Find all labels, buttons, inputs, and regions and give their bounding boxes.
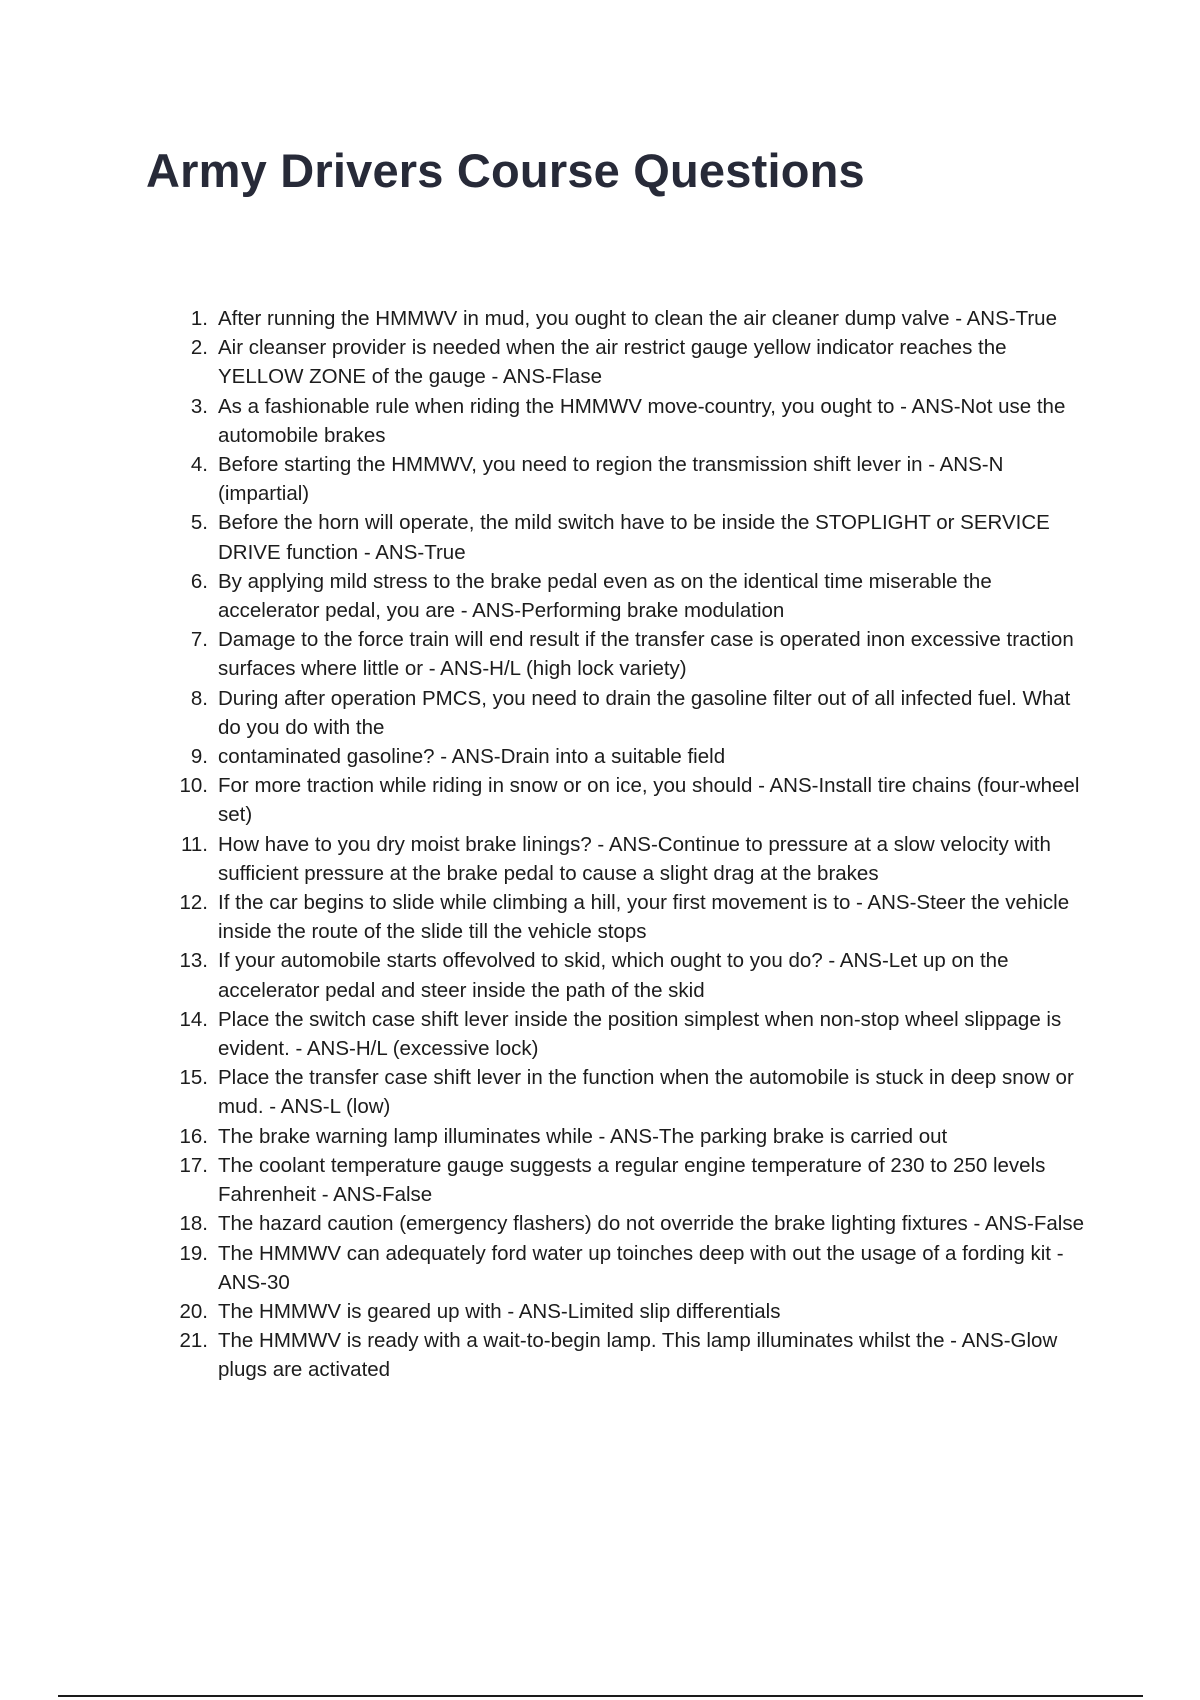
question-text: For more traction while riding in snow or on ice, you should - ANS-Install tire chains (four-wheel set) [218, 774, 1080, 827]
question-text: The hazard caution (emergency flashers) do not override the brake lighting fixtures - ANS-False [218, 1212, 1084, 1236]
footer-divider [58, 1695, 1143, 1697]
list-item [178, 1297, 1093, 1326]
question-number: 1. [190, 307, 208, 330]
question-text: Air cleanser provider is needed when the air restrict gauge yellow indicator reaches the YELLOW ZONE of the gauge - ANS-Flase [218, 336, 1007, 389]
question-number: 15. [179, 1066, 208, 1090]
question-text: The HMMWV is geared up with - ANS-Limited slip differentials [218, 1299, 781, 1323]
question-number: 9. [190, 745, 208, 769]
question-text: If the car begins to slide while climbing a hill, your first movement is to - ANS-Steer the vehicle inside the route of the slide till the vehicle stops [218, 891, 1070, 944]
list-item [178, 625, 1093, 683]
question-number: 20. [179, 1299, 208, 1323]
question-number: 17. [179, 1153, 208, 1177]
list-item [178, 392, 1093, 450]
list-item [178, 567, 1093, 625]
list-item [178, 742, 1093, 771]
question-text: During after operation PMCS, you need to drain the gasoline filter out of all infected fuel. What do you do with the [218, 686, 1071, 739]
question-text: The HMMWV is ready with a wait-to-begin lamp. This lamp illuminates whilst the - ANS-Glow plugs are activated [218, 1329, 1058, 1382]
question-text: The HMMWV can adequately ford water up toinches deep with out the usage of a fording kit - ANS-30 [218, 1241, 1064, 1294]
question-number: 7. [190, 628, 208, 652]
question-number: 12. [179, 891, 208, 915]
question-number: 18. [179, 1212, 208, 1236]
question-number: 11. [181, 832, 208, 856]
list-item [178, 1005, 1093, 1063]
list-item [178, 333, 1093, 391]
question-number: 14. [179, 1007, 208, 1031]
question-list [178, 304, 1093, 1385]
list-item [178, 684, 1093, 742]
list-item [178, 304, 1093, 333]
question-number: 4. [190, 453, 208, 477]
question-number: 2. [190, 336, 208, 360]
list-item [178, 1326, 1093, 1384]
list-item [178, 1063, 1093, 1121]
question-number: 19. [179, 1241, 208, 1265]
list-item [178, 508, 1093, 566]
list-item [178, 450, 1093, 508]
list-item [178, 1209, 1093, 1238]
question-number: 10. [179, 774, 208, 798]
question-text: Damage to the force train will end result if the transfer case is operated inon excessive traction surfaces where little or - ANS-H/L (high lock variety) [218, 628, 1074, 681]
list-item [178, 888, 1093, 946]
question-number: 8. [190, 686, 208, 710]
question-number: 3. [190, 394, 208, 418]
question-number: 5. [190, 511, 208, 535]
page-title: Army Drivers Course Questions [146, 144, 865, 197]
list-item [178, 771, 1093, 829]
question-number: 13. [179, 949, 208, 973]
question-text: The coolant temperature gauge suggests a regular engine temperature of 230 to 250 levels Fahrenheit - ANS-False [218, 1153, 1046, 1207]
question-number: 6. [190, 569, 208, 593]
question-text: Before the horn will operate, the mild switch have to be inside the STOPLIGHT or SERVICE DRIVE function - ANS-True [218, 511, 1050, 564]
question-text: As a fashionable rule when riding the HMMWV move-country, you ought to - ANS-Not use the automobile brakes [218, 394, 1066, 447]
question-text: How have to you dry moist brake linings? - ANS-Continue to pressure at a slow velocity with sufficient pressure at the brake pedal to cause a slight drag at the brakes [218, 832, 1051, 885]
question-text: Before starting the HMMWV, you need to region the transmission shift lever in - ANS-N (impartial) [218, 453, 1004, 506]
question-text: By applying mild stress to the brake pedal even as on the identical time miserable the accelerator pedal, you are - ANS-Performing brake modulation [218, 569, 992, 623]
list-item [178, 1151, 1093, 1209]
list-item [178, 946, 1093, 1004]
list-item [178, 830, 1093, 888]
question-text: If your automobile starts offevolved to skid, which ought to you do? - ANS-Let up on the accelerator pedal and steer inside the path of the skid [218, 949, 1009, 1002]
question-text: contaminated gasoline? - ANS-Drain into a suitable field [218, 745, 726, 769]
question-text: Place the switch case shift lever inside the position simplest when non-stop wheel slippage is evident. - ANS-H/L (excessive lock) [218, 1007, 1062, 1061]
question-number: 21. [179, 1329, 208, 1353]
list-item [178, 1239, 1093, 1297]
question-number: 16. [179, 1124, 208, 1148]
question-text: After running the HMMWV in mud, you ought to clean the air cleaner dump valve - ANS-True [218, 307, 1057, 330]
list-item [178, 1122, 1093, 1151]
question-text: Place the transfer case shift lever in the function when the automobile is stuck in deep snow or mud. - ANS-L (low) [218, 1066, 1074, 1119]
question-text: The brake warning lamp illuminates while - ANS-The parking brake is carried out [218, 1124, 948, 1148]
